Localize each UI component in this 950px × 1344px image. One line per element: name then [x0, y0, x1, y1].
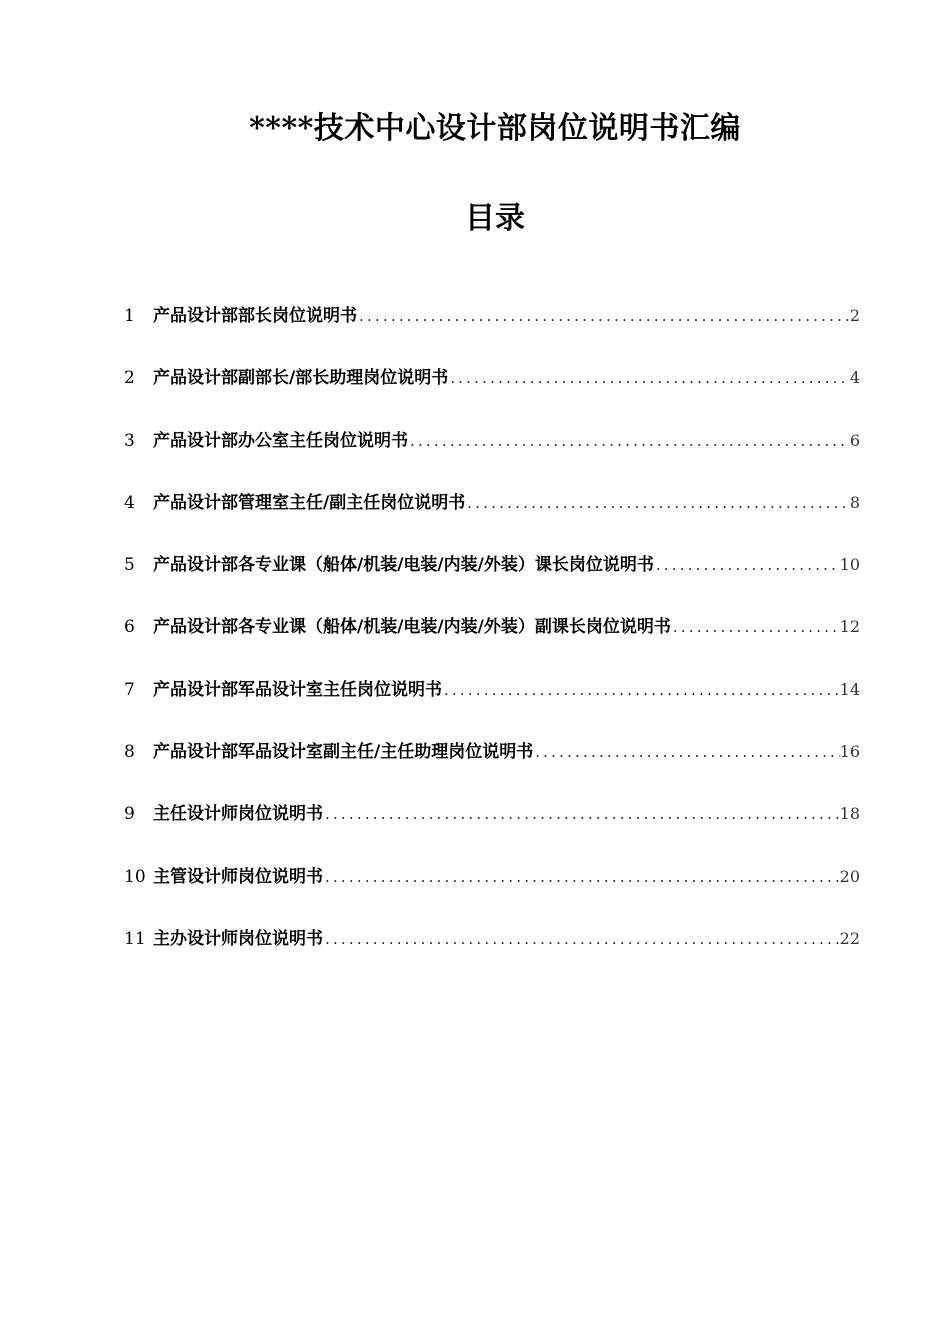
- toc-entry-number: 9: [124, 804, 135, 825]
- toc-dot-leader: [442, 670, 840, 710]
- toc-entry-title[interactable]: 产品设计部办公室主任岗位说明书: [153, 430, 408, 451]
- toc-entry-page: 14: [839, 679, 860, 699]
- toc-entry-7[interactable]: [124, 670, 860, 732]
- toc-entry-number: 2: [124, 368, 135, 389]
- toc-entry-title[interactable]: 主管设计师岗位说明书: [153, 866, 323, 887]
- table-of-contents: [124, 296, 860, 981]
- toc-entry-title[interactable]: 主任设计师岗位说明书: [153, 804, 323, 825]
- toc-dot-leader: [323, 857, 840, 897]
- toc-entry-title[interactable]: 主办设计师岗位说明书: [153, 928, 323, 949]
- document-title: ****技术中心设计部岗位说明书汇编: [249, 111, 741, 146]
- toc-entry-title[interactable]: 产品设计部管理室主任/副主任岗位说明书: [153, 492, 466, 513]
- toc-entry-number: 11: [124, 928, 146, 949]
- toc-entry-8[interactable]: [124, 732, 860, 794]
- toc-dot-leader: [533, 732, 839, 772]
- toc-dot-leader: [671, 607, 840, 647]
- toc-dot-leader: [465, 483, 850, 523]
- toc-entry-2[interactable]: [124, 358, 860, 420]
- toc-entry-page: 8: [849, 492, 860, 512]
- toc-dot-leader: [448, 358, 850, 398]
- toc-dot-leader: [323, 794, 840, 834]
- toc-entry-page: 2: [849, 306, 860, 325]
- toc-entry-number: 5: [124, 555, 135, 576]
- toc-entry-page: 4: [849, 368, 860, 388]
- toc-entry-page: 16: [839, 742, 860, 762]
- toc-dot-leader: [654, 545, 840, 585]
- toc-entry-number: 1: [124, 306, 135, 326]
- toc-entry-page: 22: [839, 928, 860, 948]
- toc-entry-title[interactable]: 产品设计部各专业课（船体/机装/电装/内装/外装）课长岗位说明书: [153, 555, 654, 576]
- toc-entry-page: 10: [839, 555, 860, 575]
- toc-entry-page: 20: [839, 866, 860, 886]
- toc-entry-number: 7: [124, 679, 135, 700]
- toc-entry-number: 4: [124, 492, 135, 513]
- toc-heading: 目录: [465, 201, 525, 236]
- toc-entry-page: 18: [839, 804, 860, 824]
- toc-entry-number: 10: [124, 866, 146, 887]
- toc-entry-title[interactable]: 产品设计部军品设计室副主任/主任助理岗位说明书: [153, 742, 534, 763]
- toc-entry-3[interactable]: [124, 421, 860, 483]
- toc-dot-leader: [408, 421, 850, 461]
- toc-entry-number: 3: [124, 430, 135, 451]
- toc-entry-4[interactable]: [124, 483, 860, 545]
- toc-entry-page: 6: [849, 430, 860, 450]
- toc-entry-number: 8: [124, 742, 135, 763]
- toc-entry-title[interactable]: 产品设计部军品设计室主任岗位说明书: [153, 679, 442, 700]
- toc-entry-5[interactable]: [124, 545, 860, 607]
- toc-entry-11[interactable]: [124, 919, 860, 981]
- toc-entry-number: 6: [124, 617, 135, 638]
- toc-dot-leader: [357, 296, 850, 336]
- toc-entry-page: 12: [839, 617, 860, 637]
- toc-entry-title[interactable]: 产品设计部部长岗位说明书: [153, 306, 357, 326]
- toc-entry-6[interactable]: [124, 607, 860, 669]
- toc-entry-9[interactable]: [124, 794, 860, 856]
- toc-entry-1[interactable]: [124, 296, 860, 358]
- toc-dot-leader: [323, 919, 840, 959]
- toc-entry-10[interactable]: [124, 857, 860, 919]
- toc-entry-title[interactable]: 产品设计部各专业课（船体/机装/电装/内装/外装）副课长岗位说明书: [153, 617, 671, 638]
- toc-entry-title[interactable]: 产品设计部副部长/部长助理岗位说明书: [153, 368, 449, 389]
